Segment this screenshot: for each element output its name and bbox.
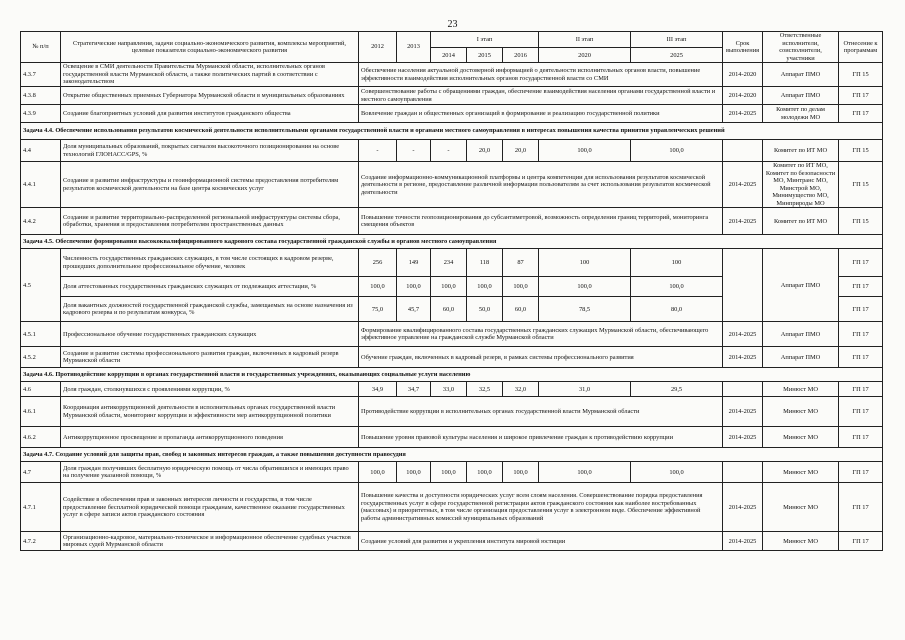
- value-2015: 100,0: [467, 277, 503, 297]
- task-row: [21, 123, 883, 140]
- value-2012: 100,0: [359, 462, 397, 483]
- table-row: [21, 532, 883, 551]
- row-text: Открытие общественных приемных Губернатора Мурманской области в муниципальных образованиях: [61, 87, 359, 105]
- col-2012-header: 2012: [359, 32, 397, 63]
- row-number: 4.5: [21, 249, 61, 322]
- row-number: 4.4.2: [21, 208, 61, 235]
- value-2020: 100: [539, 249, 631, 277]
- table-row: [21, 208, 883, 235]
- row-text: Антикоррупционное просвещение и пропаганда антикоррупционного поведения: [61, 427, 359, 448]
- value-2016: 100,0: [503, 462, 539, 483]
- row-deadline: [723, 249, 763, 322]
- value-2020: 78,5: [539, 297, 631, 322]
- value-2013: 100,0: [397, 277, 431, 297]
- row-number: 4.4.1: [21, 162, 61, 208]
- row-text: Профессиональное обучение государственных гражданских служащих: [61, 322, 359, 347]
- task-row: [21, 235, 883, 249]
- row-text: Доля вакантных должностей государственной гражданской службы, замещаемых на основе назначения из кадрового резерва и по результатам конкурса, %: [61, 297, 359, 322]
- row-program: ГП 17: [839, 427, 883, 448]
- row-text: Создание и развитие инфраструктуры и геоинформационной системы предоставления потребителям результатов космической деятельности на базе центра космических услуг: [61, 162, 359, 208]
- col-2016-header: 2016: [503, 48, 539, 63]
- row-responsible: Минюст МО: [763, 462, 839, 483]
- row-text: Создание и развитие системы профессионального развития граждан, включенных в кадровый резерв Мурманской области: [61, 347, 359, 368]
- value-2012: 256: [359, 249, 397, 277]
- row-number: 4.3.9: [21, 105, 61, 123]
- row-deadline: 2014-2025: [723, 162, 763, 208]
- row-deadline: 2014-2025: [723, 397, 763, 427]
- row-program: ГП 15: [839, 208, 883, 235]
- col-responsible-header: Ответственные исполнители, соисполнители, участники: [763, 32, 839, 63]
- col-directions-header: Стратегические направления, задачи социально-экономического развития, комплексы мероприятий, целевые показатели социально-экономического развития: [61, 32, 359, 63]
- row-responsible: Аппарат ПМО: [763, 87, 839, 105]
- header-row-1: [21, 32, 883, 48]
- value-2014: 60,0: [431, 297, 467, 322]
- value-2025: 100,0: [631, 140, 723, 162]
- value-2025: 100,0: [631, 462, 723, 483]
- value-2016: 100,0: [503, 277, 539, 297]
- value-2015: 100,0: [467, 462, 503, 483]
- value-2025: 100: [631, 249, 723, 277]
- row-text: Доля граждан получивших бесплатную юридическую помощь от числа обратившихся и имеющих право на получение указанной помощи, %: [61, 462, 359, 483]
- table-row: [21, 427, 883, 448]
- value-2014: 234: [431, 249, 467, 277]
- value-2013: -: [397, 140, 431, 162]
- table-row: [21, 397, 883, 427]
- col-2020-header: 2020: [539, 48, 631, 63]
- row-deadline: 2014-2025: [723, 322, 763, 347]
- task-title: Задача 4.4. Обеспечение использования результатов космической деятельности исполнительными органами государственной власти и органами местного самоуправления в интересах повышения качества принятия управленческих решений: [21, 123, 883, 140]
- row-program: ГП 17: [839, 397, 883, 427]
- row-program: ГП 17: [839, 105, 883, 123]
- row-program: ГП 17: [839, 532, 883, 551]
- row-program: ГП 17: [839, 483, 883, 532]
- table-row: [21, 322, 883, 347]
- col-2013-header: 2013: [397, 32, 431, 63]
- value-2020: 31,0: [539, 382, 631, 397]
- strategy-table: [20, 31, 883, 551]
- row-responsible: Комитет по ИТ МО, Комитет по безопасности МО, Минтранс МО, Минстрой МО, Минимущество МО, Минприроды МО: [763, 162, 839, 208]
- row-program: ГП 15: [839, 162, 883, 208]
- row-text: Освещение в СМИ деятельности Правительства Мурманской области, исполнительных органов государственной власти Мурманской области, а также политических партий в соответствии с законодательством: [61, 63, 359, 87]
- row-text: Создание и развитие территориально-распределенной региональной инфраструктуры системы сбора, обработки, хранения и предоставления потребителям пространственных данных: [61, 208, 359, 235]
- table-row: [21, 347, 883, 368]
- col-num-header: № п/п: [21, 32, 61, 63]
- row-result: Создание информационно-коммуникационной платформы и центра компетенции для использования результатов космической деятельности в регионе, предоставление различной информации пользователям за счет использования результатов космической деятельности: [359, 162, 723, 208]
- row-responsible: Аппарат ПМО: [763, 63, 839, 87]
- row-responsible: Комитет по ИТ МО: [763, 208, 839, 235]
- stage3-header: III этап: [631, 32, 723, 48]
- value-2015: 20,0: [467, 140, 503, 162]
- row-text: Доля аттестованных государственных гражданских служащих от подлежащих аттестации, %: [61, 277, 359, 297]
- row-result: Повышение уровня правовой культуры населения и широкое привлечение граждан к противодействию коррупции: [359, 427, 723, 448]
- row-responsible: Комитет по делам молодежи МО: [763, 105, 839, 123]
- row-text: Организационно-кадровое, материально-техническое и информационное обеспечение судебных участков мировых судей Мурманской области: [61, 532, 359, 551]
- table-row: [21, 462, 883, 483]
- value-2012: 34,9: [359, 382, 397, 397]
- value-2012: 100,0: [359, 277, 397, 297]
- task-row: [21, 448, 883, 462]
- value-2025: 100,0: [631, 277, 723, 297]
- table-row: [21, 140, 883, 162]
- table-row: [21, 249, 883, 277]
- col-2025-header: 2025: [631, 48, 723, 63]
- row-number: 4.3.8: [21, 87, 61, 105]
- row-number: 4.4: [21, 140, 61, 162]
- task-title: Задача 4.7. Создание условий для защиты прав, свобод и законных интересов граждан, а также повышения доступности правосудия: [21, 448, 883, 462]
- row-deadline: 2014-2025: [723, 483, 763, 532]
- value-2012: -: [359, 140, 397, 162]
- row-text: Численность государственных гражданских служащих, в том числе состоящих в кадровом резерве, прошедших дополнительное профессиональное обучение, человек: [61, 249, 359, 277]
- row-result: Повышение качества и доступности юридических услуг всем слоям населения. Совершенствование порядка предоставления государственных услуг в сфере государственной регистрации актов гражданского состояния как наиболее востребованных (массовых) и приоритетных, в том числе организация предоставления услуг в электронном виде. Обеспечение эффективной работы административных комиссий муниципальных образований: [359, 483, 723, 532]
- table-row: [21, 105, 883, 123]
- row-text: Доля муниципальных образований, покрытых сигналом высокоточного позиционирования на основе технологий ГЛОНАСС/GPS, %: [61, 140, 359, 162]
- row-program: ГП 17: [839, 322, 883, 347]
- row-result: Совершенствование работы с обращениями граждан, обеспечение взаимодействия населения органами государственной власти и местного самоуправления: [359, 87, 723, 105]
- value-2013: 34,7: [397, 382, 431, 397]
- row-responsible: Минюст МО: [763, 427, 839, 448]
- value-2015: 118: [467, 249, 503, 277]
- row-number: 4.6.1: [21, 397, 61, 427]
- value-2015: 32,5: [467, 382, 503, 397]
- row-number: 4.3.7: [21, 63, 61, 87]
- table-row: [21, 162, 883, 208]
- row-result: Создание условий для развития и укрепления института мировой юстиции: [359, 532, 723, 551]
- row-program: ГП 17: [839, 249, 883, 277]
- value-2014: 100,0: [431, 277, 467, 297]
- row-number: 4.5.1: [21, 322, 61, 347]
- row-result: Противодействие коррупции в исполнительных органах государственной власти Мурманской области: [359, 397, 723, 427]
- row-number: 4.7: [21, 462, 61, 483]
- row-program: ГП 17: [839, 297, 883, 322]
- row-program: ГП 17: [839, 87, 883, 105]
- row-deadline: 2014-2025: [723, 105, 763, 123]
- value-2012: 75,0: [359, 297, 397, 322]
- row-number: 4.7.1: [21, 483, 61, 532]
- col-deadline-header: Срок выполнения: [723, 32, 763, 63]
- value-2020: 100,0: [539, 140, 631, 162]
- row-text: Доля граждан, столкнувшихся с проявлениями коррупции, %: [61, 382, 359, 397]
- row-deadline: [723, 382, 763, 397]
- table-row: [21, 87, 883, 105]
- value-2025: 29,5: [631, 382, 723, 397]
- row-program: ГП 17: [839, 277, 883, 297]
- value-2014: 100,0: [431, 462, 467, 483]
- row-program: ГП 17: [839, 462, 883, 483]
- row-responsible: Минюст МО: [763, 532, 839, 551]
- row-result: Вовлечение граждан и общественных организаций в формирование и реализацию государственной политики: [359, 105, 723, 123]
- value-2013: 100,0: [397, 462, 431, 483]
- row-responsible: Комитет по ИТ МО: [763, 140, 839, 162]
- col-programs-header: Отнесение к программам: [839, 32, 883, 63]
- row-number: 4.7.2: [21, 532, 61, 551]
- row-responsible: Аппарат ПМО: [763, 322, 839, 347]
- row-deadline: 2014-2025: [723, 427, 763, 448]
- value-2020: 100,0: [539, 462, 631, 483]
- row-program: ГП 15: [839, 140, 883, 162]
- row-number: 4.6.2: [21, 427, 61, 448]
- col-2015-header: 2015: [467, 48, 503, 63]
- value-2016: 20,0: [503, 140, 539, 162]
- value-2016: 60,0: [503, 297, 539, 322]
- table-row: [21, 483, 883, 532]
- row-deadline: 2014-2025: [723, 208, 763, 235]
- row-deadline: 2014-2025: [723, 347, 763, 368]
- col-2014-header: 2014: [431, 48, 467, 63]
- row-number: 4.5.2: [21, 347, 61, 368]
- row-responsible: Аппарат ПМО: [763, 347, 839, 368]
- value-2014: 33,0: [431, 382, 467, 397]
- row-number: 4.6: [21, 382, 61, 397]
- row-text: Создание благоприятных условий для развития институтов гражданского общества: [61, 105, 359, 123]
- task-title: Задача 4.6. Противодействие коррупции в органах государственной власти и государственных учреждениях, оказывающих социальные услуги населению: [21, 368, 883, 382]
- row-program: ГП 15: [839, 63, 883, 87]
- stage2-header: II этап: [539, 32, 631, 48]
- stage1-header: I этап: [431, 32, 539, 48]
- table-row: [21, 63, 883, 87]
- row-result: Формирование квалифицированного состава государственных гражданских служащих Мурманской области, обеспечивающего эффективное управление на гражданской службе Мурманской области: [359, 322, 723, 347]
- row-responsible: Аппарат ПМО: [763, 249, 839, 322]
- value-2015: 50,0: [467, 297, 503, 322]
- row-result: Обучение граждан, включенных в кадровый резерв, в рамках системы профессионального развития: [359, 347, 723, 368]
- value-2016: 87: [503, 249, 539, 277]
- value-2016: 32,0: [503, 382, 539, 397]
- row-deadline: 2014-2020: [723, 63, 763, 87]
- task-title: Задача 4.5. Обеспечение формирования высококвалифицированного кадрового состава государственной гражданской службы и органов местного самоуправления: [21, 235, 883, 249]
- row-program: ГП 17: [839, 347, 883, 368]
- table-row: [21, 382, 883, 397]
- row-deadline: 2014-2020: [723, 87, 763, 105]
- row-deadline: [723, 462, 763, 483]
- row-result: Повышение точности геопозиционирования до субсантиметровой, возможность определения границ территорий, мониторинга смещения объектов: [359, 208, 723, 235]
- row-deadline: 2014-2025: [723, 532, 763, 551]
- row-result: Обеспечение населения актуальной достоверной информацией о деятельности исполнительных органов власти, повышение эффективности взаимодействия исполнительных органов государственной власти со СМИ: [359, 63, 723, 87]
- row-responsible: Минюст МО: [763, 382, 839, 397]
- row-text: Координация антикоррупционной деятельности в исполнительных органах государственной власти Мурманской области, мониторинг коррупции и эффективности мер антикоррупционной политики: [61, 397, 359, 427]
- row-deadline: [723, 140, 763, 162]
- value-2013: 45,7: [397, 297, 431, 322]
- page-number: 23: [447, 19, 458, 30]
- value-2014: -: [431, 140, 467, 162]
- task-row: [21, 368, 883, 382]
- value-2025: 80,0: [631, 297, 723, 322]
- row-responsible: Минюст МО: [763, 483, 839, 532]
- row-program: ГП 17: [839, 382, 883, 397]
- row-text: Содействие в обеспечении прав и законных интересов личности и государства, в том числе предоставление бесплатной юридической помощи гражданам, качественное оказание государственных услуг в сфере записи актов гражданского состояния: [61, 483, 359, 532]
- value-2020: 100,0: [539, 277, 631, 297]
- value-2013: 149: [397, 249, 431, 277]
- row-responsible: Минюст МО: [763, 397, 839, 427]
